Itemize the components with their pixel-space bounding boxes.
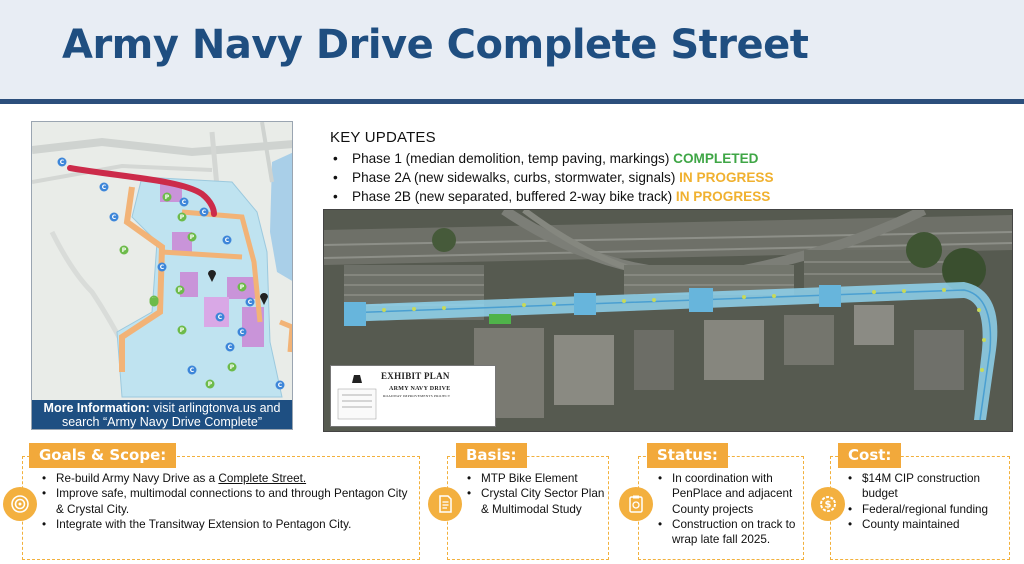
status-item-text: Construction on track to wrap late fall 2025.: [672, 517, 796, 547]
status-completed: COMPLETED: [673, 151, 759, 166]
goals-item-text: Integrate with the Transitway Extension to Pentagon City.: [56, 517, 352, 531]
svg-text:P: P: [207, 381, 213, 388]
goals-item: • Integrate with the Transitway Extension to Pentagon City.: [42, 517, 352, 531]
key-update-item: [330, 149, 1020, 168]
basis-item-text: MTP Bike Element: [481, 472, 578, 485]
gear-dollar-icon: [811, 487, 845, 521]
target-icon: [3, 487, 37, 521]
goals-item: • Re-build Army Navy Drive as a Complete Street.: [42, 472, 307, 485]
key-updates-heading: KEY UPDATES: [330, 129, 436, 146]
goals-tag: Goals & Scope:: [29, 443, 176, 468]
exhibit-project: ARMY NAVY DRIVE: [389, 386, 451, 392]
svg-text:C: C: [239, 329, 245, 336]
goals-list: [40, 471, 410, 532]
svg-text:P: P: [179, 327, 185, 334]
svg-text:C: C: [111, 214, 117, 221]
basis-item: • MTP Bike Element: [467, 472, 578, 485]
status-item: • In coordination with PenPlace and adjacent County projects: [658, 472, 793, 516]
cost-item: • County maintained: [848, 517, 960, 531]
key-update-item: [330, 187, 1020, 206]
page-title: Army Navy Drive Complete Street: [62, 22, 809, 68]
cost-list: [846, 471, 1011, 532]
key-update-text: Phase 2A (new sidewalks, curbs, stormwater, signals): [352, 170, 680, 185]
status-item-text: In coordination with PenPlace and adjacent County projects: [672, 472, 793, 516]
svg-text:C: C: [224, 237, 230, 244]
goals-item-text: Re-build Army Navy Drive as a: [56, 472, 219, 485]
basis-item-text: Crystal City Sector Plan & Multimodal Study: [481, 487, 605, 516]
exhibit-subtitle: ROADWAY IMPROVEMENTS PROJECT: [383, 394, 451, 398]
arlington-logo: [336, 371, 378, 423]
svg-text:P: P: [229, 364, 235, 371]
svg-text:P: P: [239, 284, 245, 291]
header-banner: [0, 0, 1024, 104]
exhibit-plan-legend: [330, 365, 496, 427]
svg-text:C: C: [59, 159, 65, 166]
goals-item: • Improve safe, multimodal connections to and through Pentagon City & Crystal City.: [42, 487, 408, 516]
svg-text:C: C: [277, 382, 283, 389]
svg-text:P: P: [164, 194, 170, 201]
status-in-progress: IN PROGRESS: [675, 189, 771, 204]
svg-text:C: C: [247, 299, 253, 306]
key-update-text: Phase 1 (median demolition, temp paving, markings): [352, 151, 674, 166]
svg-text:P: P: [121, 247, 127, 254]
svg-text:P: P: [179, 214, 185, 221]
svg-text:C: C: [217, 314, 223, 321]
cost-tag: Cost:: [838, 443, 901, 468]
exhibit-title: EXHIBIT PLAN: [381, 371, 450, 381]
status-tag: Status:: [647, 443, 728, 468]
svg-text:P: P: [177, 287, 183, 294]
svg-text:C: C: [189, 367, 195, 374]
svg-text:C: C: [159, 264, 165, 271]
basis-list: [465, 471, 605, 517]
svg-text:P: P: [189, 234, 195, 241]
key-update-item: [330, 168, 1020, 187]
cost-item-text: $14M CIP construction budget: [862, 472, 981, 501]
basis-item: • Crystal City Sector Plan & Multimodal Study: [467, 487, 605, 516]
svg-text:C: C: [181, 199, 187, 206]
clipboard-icon: [619, 487, 653, 521]
key-update-text: Phase 2B (new separated, buffered 2-way bike track): [352, 189, 676, 204]
goals-item-text: Improve safe, multimodal connections to and through Pentagon City & Crystal City.: [56, 487, 408, 516]
project-map: [31, 121, 293, 430]
map-caption-text: visit arlingtonva.us and: [149, 401, 281, 415]
status-item: • Construction on track to wrap late fall 2025.: [658, 517, 796, 547]
status-list: [656, 471, 801, 547]
map-caption-line2: search “Army Navy Drive Complete”: [61, 415, 263, 429]
aerial-exhibit-plan: [323, 209, 1013, 432]
map-graphic: [32, 122, 293, 430]
svg-text:C: C: [227, 344, 233, 351]
map-caption: [32, 400, 292, 429]
cost-item: • Federal/regional funding: [848, 502, 989, 516]
cost-item-text: County maintained: [862, 517, 960, 531]
document-icon: [428, 487, 462, 521]
cost-item-text: Federal/regional funding: [862, 502, 989, 516]
key-updates-list: [330, 149, 1020, 206]
cost-item: • $14M CIP construction budget: [848, 472, 981, 501]
map-caption-bold: More Information:: [43, 401, 150, 415]
svg-text:C: C: [101, 184, 107, 191]
status-in-progress: IN PROGRESS: [679, 170, 774, 185]
svg-text:C: C: [201, 209, 207, 216]
svg-text:$: $: [824, 499, 832, 511]
complete-street-link[interactable]: Complete Street.: [218, 472, 307, 485]
basis-tag: Basis:: [456, 443, 527, 468]
